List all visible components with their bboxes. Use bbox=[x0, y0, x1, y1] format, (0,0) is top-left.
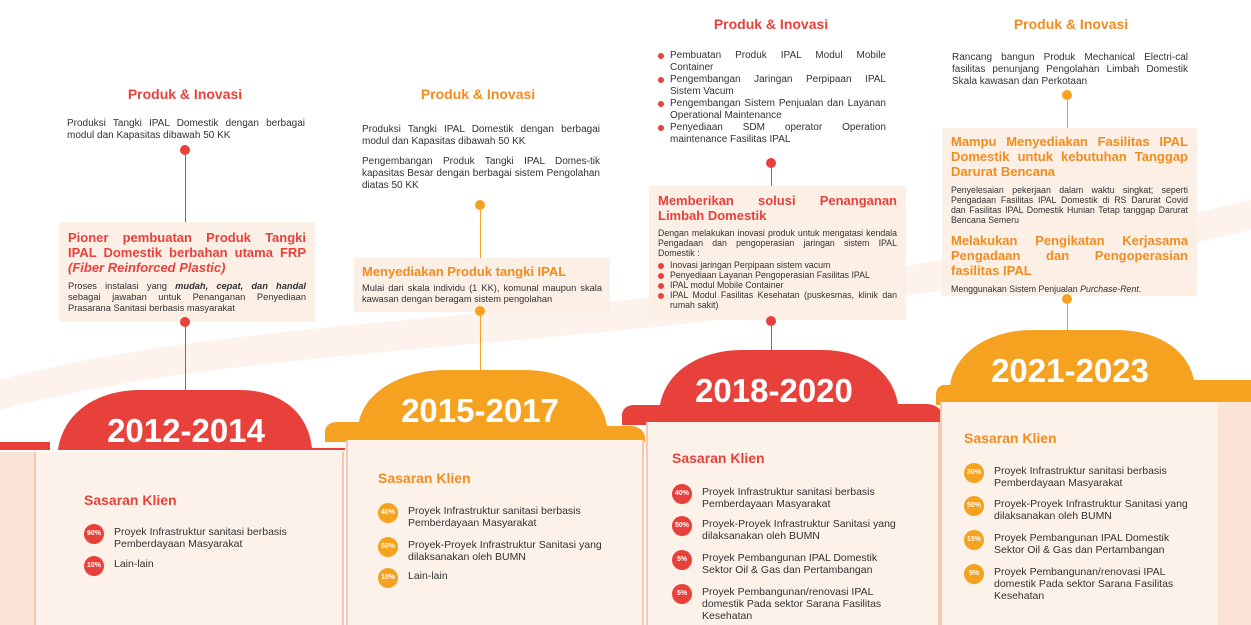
era3-box-bullet: IPAL modul Mobile Container bbox=[658, 280, 897, 290]
era1-heading: Produk & Inovasi bbox=[127, 86, 243, 102]
era4-box-text-2: Menggunakan Sistem Penjualan Purchase-Rent. bbox=[951, 284, 1142, 294]
era2-client-text: Proyek-Proyek Infrastruktur Sanitasi yang dilaksanakan oleh BUMN bbox=[408, 539, 602, 563]
era3-connector bbox=[771, 168, 772, 186]
era4-client-text: Proyek Infrastruktur sanitasi berbasis Pemberdayaan Masyarakat bbox=[994, 465, 1167, 489]
era3-client-text: Proyek-Proyek Infrastruktur Sanitasi yang dilaksanakan oleh BUMN bbox=[702, 518, 896, 542]
era3-client-text: Proyek Pembangunan/renovasi IPAL domestik Pada sektor Sarana Fasilitas Kesehatan bbox=[702, 586, 882, 622]
era3-highlight-box bbox=[649, 186, 906, 320]
era3-pct-badge: 5% bbox=[672, 550, 692, 570]
era2-client-text: Lain-lain bbox=[408, 570, 448, 582]
era3-client-row bbox=[672, 518, 898, 542]
era4-sasaran-title: Sasaran Klien bbox=[964, 430, 1057, 446]
era3-bullets bbox=[658, 50, 886, 146]
era3-year: 2018-2020 bbox=[695, 372, 853, 409]
era4-paragraph: Rancang bangun Produk Mechanical Electri-cal fasilitas penunjang Pengolahan Limbah Domestik Skala kawasan dan Perkotaan bbox=[952, 52, 1188, 87]
era1-client-text: Proyek Infrastruktur sanitasi berbasis Pemberdayaan Masyarakat bbox=[114, 526, 287, 550]
era2-top-dot bbox=[475, 200, 485, 210]
era3-box-bullet: Penyediaan Layanan Pengoperasian Fasilitas IPAL bbox=[658, 270, 897, 280]
era3-pct-badge: 50% bbox=[672, 516, 692, 536]
era1-client-row bbox=[84, 558, 314, 576]
era2-client-row bbox=[378, 505, 604, 529]
era4-client-text: Proyek Pembangunan IPAL Domestik Sektor Oil & Gas dan Pertambangan bbox=[994, 532, 1170, 556]
era2-paragraph: Produksi Tangki IPAL Domestik dengan berbagai modul dan Kapasitas dibawah 50 KK bbox=[362, 124, 600, 147]
era1-paragraph: Produksi Tangki IPAL Domestik dengan berbagai modul dan Kapasitas dibawah 50 KK bbox=[67, 118, 305, 141]
era1-year: 2012-2014 bbox=[107, 412, 265, 449]
era1-left-edge bbox=[0, 452, 34, 625]
era3-client-row bbox=[672, 552, 898, 576]
era4-heading: Produk & Inovasi bbox=[1013, 16, 1129, 32]
era3-mid-dot bbox=[766, 316, 776, 326]
era2-pct-badge: 50% bbox=[378, 537, 398, 557]
era4-box-text: Penyelesaian pekerjaan dalam waktu singkat; seperti Pengadaan Fasilitas IPAL Domestik di RS Darurat Covid dan Fasilitas IPAL Domestik Hunian Tetap tanggap Darurat Bencana Semeru bbox=[951, 185, 1188, 225]
era4-pct-badge: 5% bbox=[964, 564, 984, 584]
era3-sasaran-title: Sasaran Klien bbox=[672, 450, 765, 466]
era2-paragraph: Pengembangan Produk Tangki IPAL Domes-tik kapasitas Besar dengan berbagai sistem Pengolahan diatas 50 KK bbox=[362, 156, 600, 191]
era2-client-row bbox=[378, 570, 604, 588]
era4-box-title-2: Melakukan Pengikatan Kerjasama Pengadaan dan Pengoperasian fasilitas IPAL bbox=[951, 233, 1188, 278]
era3-box-bullet: Inovasi jaringan Perpipaan sistem vacum bbox=[658, 260, 897, 270]
era2-connector-lower bbox=[480, 316, 481, 372]
era2-client-panel bbox=[346, 440, 644, 625]
era4-client-text: Proyek Pembangunan/renovasi IPAL domestik Pada sektor Sarana Fasilitas Kesehatan bbox=[994, 566, 1174, 602]
era2-mid-dot bbox=[475, 306, 485, 316]
era4-year: 2021-2023 bbox=[991, 352, 1149, 389]
era2-box-text: Mulai dari skala individu (1 KK), komunal maupun skala kawasan dengan beragam sistem pengolahan bbox=[362, 283, 602, 304]
era1-pct-badge: 90% bbox=[84, 524, 104, 544]
era3-client-row bbox=[672, 486, 898, 510]
era4-description bbox=[952, 52, 1188, 96]
era4-client-row bbox=[964, 566, 1190, 602]
era3-top-dot bbox=[766, 158, 776, 168]
era3-box-bullets bbox=[658, 260, 897, 310]
era4-client-row bbox=[964, 498, 1190, 522]
era1-client-text: Lain-lain bbox=[114, 558, 154, 570]
era1-mid-dot bbox=[180, 317, 190, 327]
era3-box-text: Dengan melakukan inovasi produk untuk mengatasi kendala Pengadaan dan pengoperasian jaringan sistem IPAL Domestik : bbox=[658, 228, 897, 258]
era3-bullet: Pembuatan Produk IPAL Modul Mobile Container bbox=[658, 50, 886, 74]
era4-client-row bbox=[964, 465, 1190, 489]
era3-client-row bbox=[672, 586, 898, 622]
era4-pct-badge: 15% bbox=[964, 530, 984, 550]
era2-highlight-box bbox=[354, 258, 610, 312]
era4-right-edge bbox=[1218, 402, 1251, 625]
era3-box-title: Memberikan solusi Penanganan Limbah Domestik bbox=[658, 193, 897, 223]
era4-pct-badge: 30% bbox=[964, 463, 984, 483]
era2-year: 2015-2017 bbox=[401, 392, 559, 429]
era2-connector bbox=[480, 210, 481, 258]
era2-sasaran-title: Sasaran Klien bbox=[378, 470, 471, 486]
era3-heading: Produk & Inovasi bbox=[713, 16, 829, 32]
era1-client-row bbox=[84, 526, 314, 550]
era3-pct-badge: 5% bbox=[672, 584, 692, 604]
era1-connector bbox=[185, 155, 186, 222]
era4-connector bbox=[1067, 100, 1068, 128]
era2-client-row bbox=[378, 539, 604, 563]
era1-pct-badge: 10% bbox=[84, 556, 104, 576]
era4-top-dot bbox=[1062, 90, 1072, 100]
era3-bullet: Penyediaan SDM operator Operation maintenance Fasilitas IPAL bbox=[658, 122, 886, 146]
era3-client-text: Proyek Pembangunan IPAL Domestik Sektor Oil & Gas dan Pertambangan bbox=[702, 552, 878, 576]
era4-highlight-box bbox=[942, 128, 1197, 296]
era2-heading: Produk & Inovasi bbox=[420, 86, 536, 102]
era3-pct-badge: 40% bbox=[672, 484, 692, 504]
era2-client-text: Proyek Infrastruktur sanitasi berbasis Pemberdayaan Masyarakat bbox=[408, 505, 581, 529]
era1-highlight-box bbox=[59, 222, 315, 322]
era4-client-text: Proyek-Proyek Infrastruktur Sanitasi yang dilaksanakan oleh BUMN bbox=[994, 498, 1188, 522]
era1-box-text: Proses instalasi yang mudah, cepat, dan handal sebagai jawaban untuk Penanganan Penyediaan Prasarana Sanitasi berbasis masyarakat bbox=[68, 281, 306, 313]
era3-bullet: Pengembangan Jaringan Perpipaan IPAL Sistem Vacum bbox=[658, 74, 886, 98]
era3-box-bullet: IPAL Modul Fasilitas Kesehatan (puskesmas, klinik dan rumah sakit) bbox=[658, 290, 897, 310]
era4-client-row bbox=[964, 532, 1190, 556]
era1-box-title: Pioner pembuatan Produk Tangki IPAL Domestik berbahan utama FRP (Fiber Reinforced Plastic) bbox=[68, 230, 306, 275]
era2-box-title: Menyediakan Produk tangki IPAL bbox=[362, 264, 567, 279]
era3-bullet: Pengembangan Sistem Penjualan dan Layanan Operational Maintenance bbox=[658, 98, 886, 122]
era1-sasaran-title: Sasaran Klien bbox=[84, 492, 177, 508]
era3-client-text: Proyek Infrastruktur sanitasi berbasis Pemberdayaan Masyarakat bbox=[702, 486, 875, 510]
era4-box-title: Mampu Menyediakan Fasilitas IPAL Domestik untuk kebutuhan Tanggap Darurat Bencana bbox=[951, 134, 1188, 179]
era2-description bbox=[362, 124, 600, 200]
era4-pct-badge: 50% bbox=[964, 496, 984, 516]
era1-connector-lower bbox=[185, 327, 186, 393]
era4-mid-dot bbox=[1062, 294, 1072, 304]
era2-pct-badge: 40% bbox=[378, 503, 398, 523]
era2-pct-badge: 10% bbox=[378, 568, 398, 588]
era1-top-dot bbox=[180, 145, 190, 155]
